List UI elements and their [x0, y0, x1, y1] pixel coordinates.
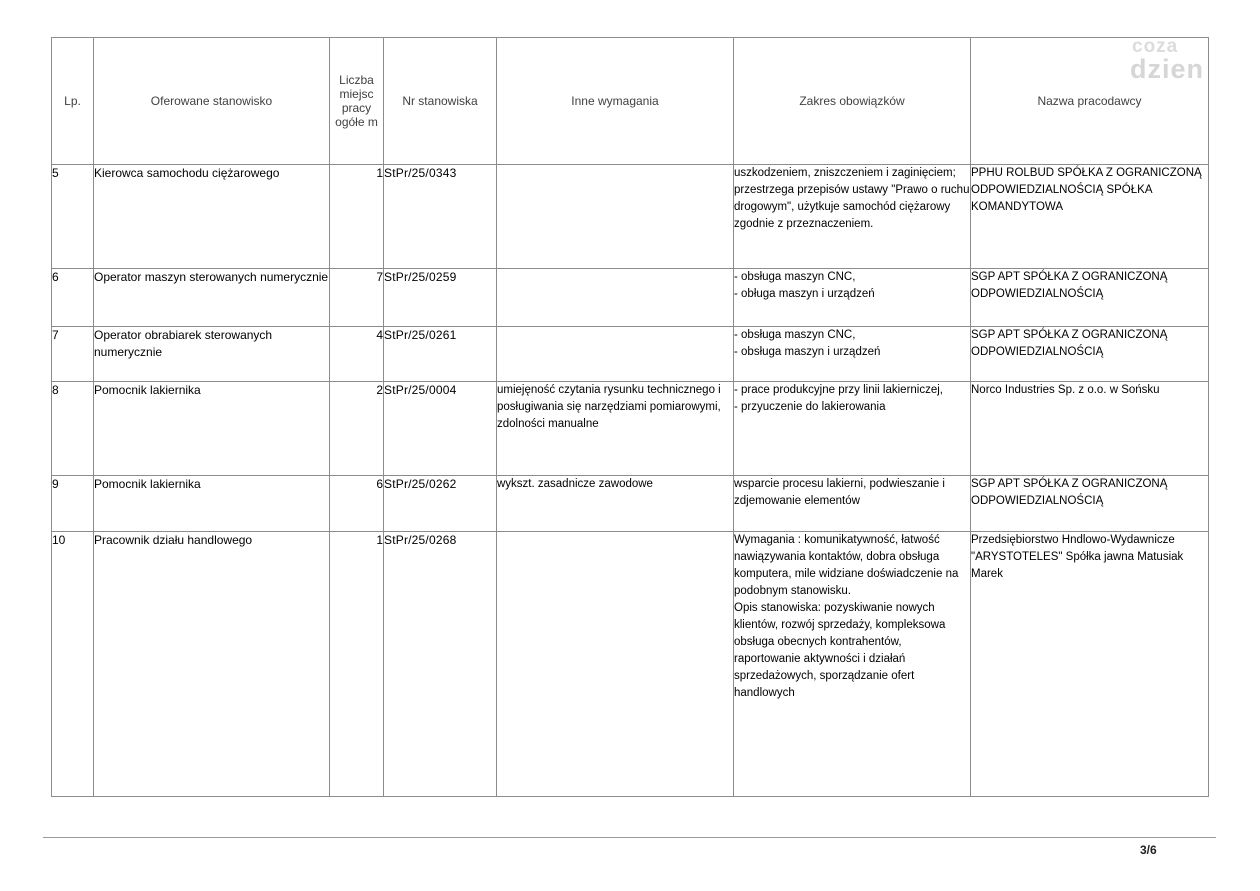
table-row	[52, 532, 1209, 797]
table-row	[52, 476, 1209, 532]
row-nr: StPr/25/0343	[384, 165, 497, 269]
row-nr: StPr/25/0004	[384, 382, 497, 476]
row-requirements	[497, 269, 734, 327]
table-row	[52, 327, 1209, 382]
row-count: 4	[330, 327, 384, 382]
row-employer: SGP APT SPÓŁKA Z OGRANICZONĄ ODPOWIEDZIALNOŚCIĄ	[971, 269, 1209, 327]
row-employer: SGP APT SPÓŁKA Z OGRANICZONĄ ODPOWIEDZIALNOŚCIĄ	[971, 327, 1209, 382]
row-count: 6	[330, 476, 384, 532]
row-lp: 8	[52, 382, 94, 476]
row-lp: 7	[52, 327, 94, 382]
row-nr: StPr/25/0261	[384, 327, 497, 382]
row-duties: wsparcie procesu lakierni, podwieszanie i zdjemowanie elementów	[734, 476, 971, 532]
page-number: 3/6	[1140, 843, 1157, 857]
row-count: 1	[330, 165, 384, 269]
table-row	[52, 382, 1209, 476]
row-requirements	[497, 327, 734, 382]
row-position: Operator maszyn sterowanych numerycznie	[94, 269, 330, 327]
row-nr: StPr/25/0259	[384, 269, 497, 327]
row-employer: SGP APT SPÓŁKA Z OGRANICZONĄ ODPOWIEDZIALNOŚCIĄ	[971, 476, 1209, 532]
row-duties: - obsługa maszyn CNC, - obsługa maszyn i urządzeń	[734, 327, 971, 382]
row-count: 2	[330, 382, 384, 476]
row-employer: PPHU ROLBUD SPÓŁKA Z OGRANICZONĄ ODPOWIEDZIALNOŚCIĄ SPÓŁKA KOMANDYTOWA	[971, 165, 1209, 269]
job-offers-table	[51, 37, 1209, 797]
table-row	[52, 269, 1209, 327]
footer-divider	[43, 837, 1216, 838]
row-employer: Przedsiębiorstwo Hndlowo-Wydawnicze "ARYSTOTELES" Spółka jawna Matusiak Marek	[971, 532, 1209, 797]
row-requirements: wykszt. zasadnicze zawodowe	[497, 476, 734, 532]
row-nr: StPr/25/0262	[384, 476, 497, 532]
watermark-line1: coza	[1132, 36, 1179, 57]
header-position: Oferowane stanowisko	[94, 38, 330, 165]
row-position: Operator obrabiarek sterowanych numerycznie	[94, 327, 330, 382]
header-nr: Nr stanowiska	[384, 38, 497, 165]
row-duties: - prace produkcyjne przy linii lakierniczej, - przyuczenie do lakierowania	[734, 382, 971, 476]
header-duties: Zakres obowiązków	[734, 38, 971, 165]
row-count: 1	[330, 532, 384, 797]
row-lp: 10	[52, 532, 94, 797]
row-position: Pracownik działu handlowego	[94, 532, 330, 797]
row-employer: Norco Industries Sp. z o.o. w Sońsku	[971, 382, 1209, 476]
watermark-line2: dzien	[1130, 54, 1205, 84]
row-lp: 5	[52, 165, 94, 269]
row-duties: - obsługa maszyn CNC, - obługa maszyn i urządzeń	[734, 269, 971, 327]
row-position: Kierowca samochodu ciężarowego	[94, 165, 330, 269]
row-requirements: umiejęność czytania rysunku technicznego i posługiwania się narzędziami pomiarowymi, zdolności manualne	[497, 382, 734, 476]
header-row	[52, 38, 1209, 165]
header-employer: Nazwa pracodawcy	[971, 38, 1209, 165]
row-duties: uszkodzeniem, zniszczeniem i zaginięciem; przestrzega przepisów ustawy "Prawo o ruchu drogowym", użytkuje samochód ciężarowy zgodnie z przeznaczeniem.	[734, 165, 971, 269]
row-count: 7	[330, 269, 384, 327]
row-nr: StPr/25/0268	[384, 532, 497, 797]
row-position: Pomocnik lakiernika	[94, 382, 330, 476]
header-lp: Lp.	[52, 38, 94, 165]
header-count: Liczba miejsc pracy ogółe m	[330, 38, 384, 165]
header-requirements: Inne wymagania	[497, 38, 734, 165]
table-row	[52, 165, 1209, 269]
row-lp: 9	[52, 476, 94, 532]
row-requirements	[497, 165, 734, 269]
row-duties: Wymagania : komunikatywność, łatwość nawiązywania kontaktów, dobra obsługa komputera, mile widziane doświadczenie na podobnym stanowisku. Opis stanowiska: pozyskiwanie nowych klientów, rozwój sprzedaży, kompleksowa obsługa obecnych kontrahentów, raportowanie aktywności i działań sprzedażowych, sporządzanie ofert handlowych	[734, 532, 971, 797]
row-requirements	[497, 532, 734, 797]
row-position: Pomocnik lakiernika	[94, 476, 330, 532]
row-lp: 6	[52, 269, 94, 327]
